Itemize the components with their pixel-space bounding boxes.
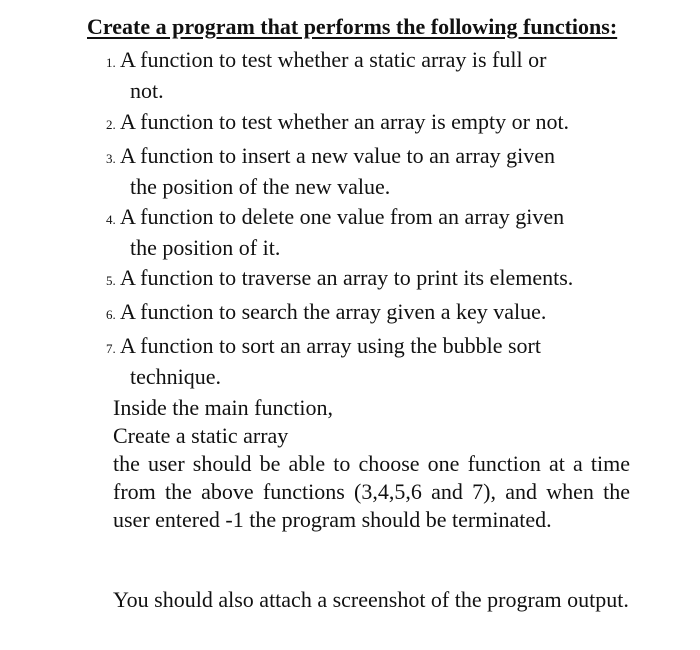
static-array-line: Create a static array <box>113 423 289 448</box>
main-function-line: Inside the main function, <box>113 395 333 420</box>
instructions-paragraph: the user should be able to choose one function at a time from the above functions (3,4,5,6 and 7), and when the user entered -1 the program should be terminated. <box>113 451 630 532</box>
list-item-number: 5. <box>106 273 116 288</box>
list-item <box>106 142 646 201</box>
list-item-number: 3. <box>106 151 116 166</box>
list-item-number: 7. <box>106 341 116 356</box>
list-item <box>106 332 646 391</box>
list-item-number: 2. <box>106 117 116 132</box>
list-item-text: A function to traverse an array to print its elements. <box>120 265 574 290</box>
list-item <box>106 203 646 262</box>
list-item-number: 6. <box>106 307 116 322</box>
list-item-text-continued: technique. <box>130 364 222 389</box>
list-item <box>106 108 646 139</box>
list-item-text: A function to test whether a static array is full or <box>120 47 547 72</box>
list-item-text: A function to test whether an array is empty or not. <box>120 109 570 134</box>
list-item-text-continued: not. <box>130 78 164 103</box>
list-item <box>106 264 646 295</box>
list-item-text: A function to search the array given a key value. <box>120 299 547 324</box>
list-item-text: A function to insert a new value to an array given <box>120 143 555 168</box>
list-item-text-continued: the position of it. <box>130 235 281 260</box>
list-item-text: A function to delete one value from an array given <box>120 204 565 229</box>
list-item-number: 4. <box>106 212 116 227</box>
list-item <box>106 298 646 329</box>
screenshot-note: You should also attach a screenshot of the program output. <box>113 587 629 612</box>
list-item <box>106 46 646 105</box>
list-item-text: A function to sort an array using the bubble sort <box>120 333 541 358</box>
page-title: Create a program that performs the following functions: <box>87 14 618 39</box>
list-item-text-continued: the position of the new value. <box>130 174 391 199</box>
list-item-number: 1. <box>106 55 116 70</box>
